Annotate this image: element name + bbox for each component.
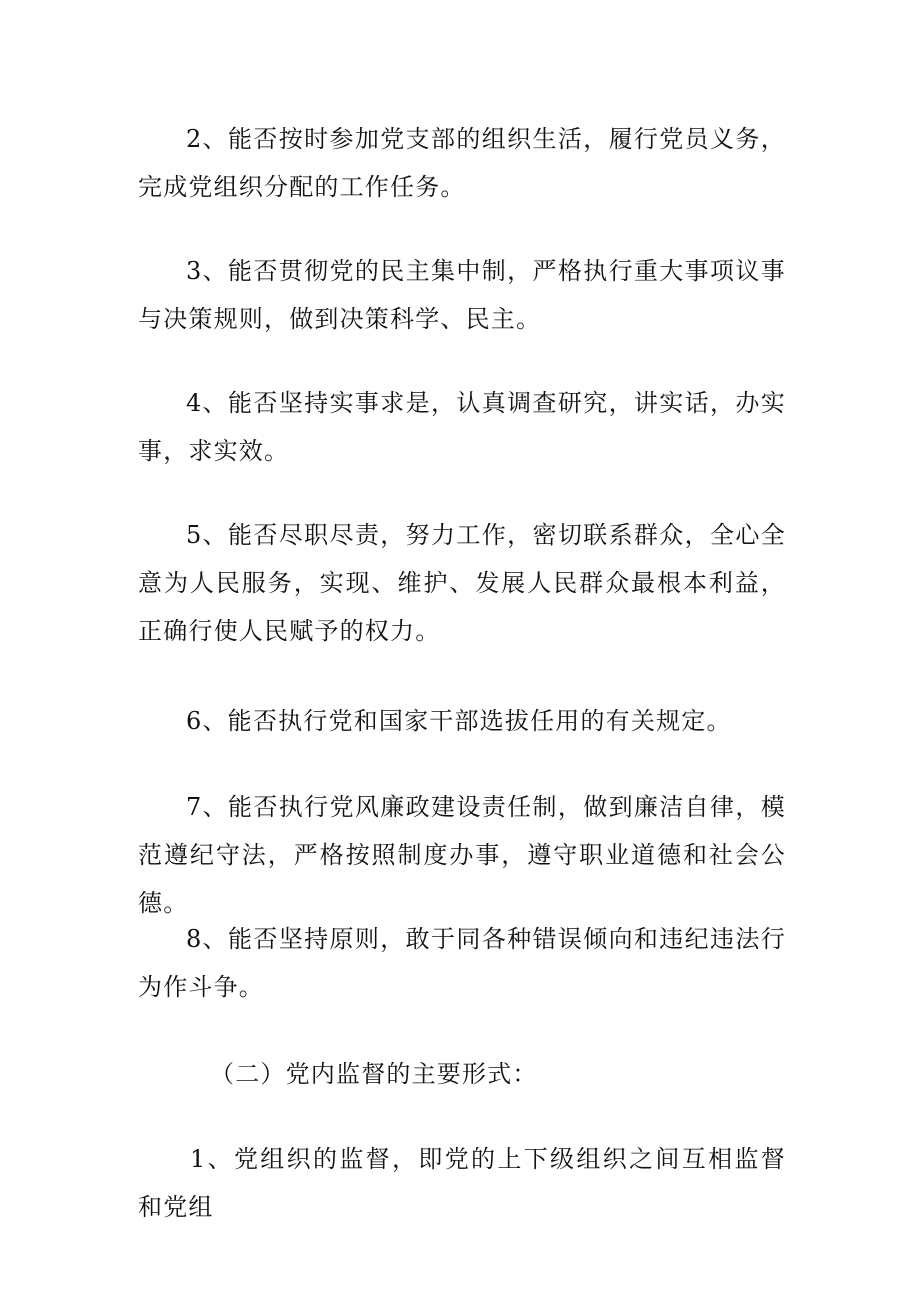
paragraph-item-7: 7、能否执行党风廉政建设责任制，做到廉洁自律，模范遵纪守法，严格按照制度办事，遵守职业道德和社会公德。 [138, 793, 786, 917]
paragraph-item-4: 4、能否坚持实事求是，认真调查研究，讲实话，办实事，求实效。 [138, 389, 786, 465]
section-heading: （二）党内监督的主要形式： [210, 1060, 538, 1088]
paragraph-item-6: 6、能否执行党和国家干部选拔任用的有关规定。 [186, 707, 732, 735]
paragraph-item-5: 5、能否尽职尽责，努力工作，密切联系群众，全心全意为人民服务，实现、维护、发展人民群众最根本利益，正确行使人民赋予的权力。 [138, 521, 786, 645]
paragraph-item-3: 3、能否贯彻党的民主集中制，严格执行重大事项议事与决策规则，做到决策科学、民主。 [138, 257, 786, 333]
paragraph-item-8: 8、能否坚持原则，敢于同各种错误倾向和违纪违法行为作斗争。 [138, 925, 786, 1001]
paragraph-item-2: 2、能否按时参加党支部的组织生活，履行党员义务，完成党组织分配的工作任务。 [138, 125, 786, 201]
paragraph-item-1-supervision: 1、党组织的监督，即党的上下级组织之间互相监督和党组 [138, 1145, 786, 1221]
